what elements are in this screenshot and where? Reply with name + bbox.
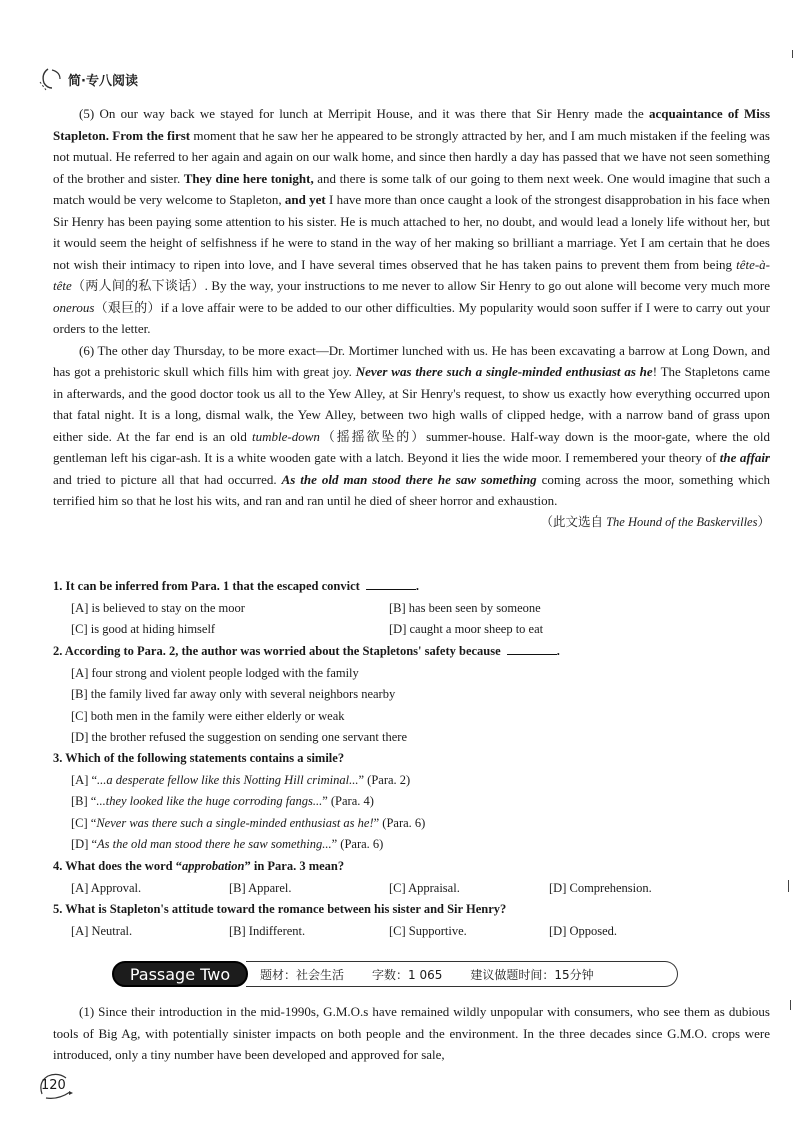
question-2: 2. According to Para. 2, the author was worried about the Stapletons' safety because . [A] four strong and violent people lodged with the family [B] the family lived far away only with several neighbors nearby [C] both men in the family were either elderly or weak [D] the brother refused the suggestion on sending one servant there <box>53 641 770 749</box>
question-stem: 1. It can be inferred from Para. 1 that the escaped convict <box>53 579 360 593</box>
option-d: [D] “As the old man stood there he saw something...” (Para. 6) <box>71 837 384 851</box>
page-header <box>38 64 138 94</box>
answer-blank <box>366 577 416 590</box>
scan-mark <box>788 880 789 892</box>
topic-label: 题材：社会生活 <box>260 967 345 982</box>
passage-one <box>53 103 770 533</box>
option-a: [A] is believed to stay on the moor <box>71 600 245 615</box>
question-1: 1. It can be inferred from Para. 1 that the escaped convict . [A] is believed to stay on the moor [B] has been seen by someone [C] is good at hiding himself [D] caught a moor sheep to eat <box>53 576 770 641</box>
option-a: [A] Neutral. <box>71 923 133 938</box>
option-b: [B] the family lived far away only with several neighbors nearby <box>71 687 396 701</box>
page-number: 120 <box>36 1072 74 1100</box>
source-citation: （此文选自 The Hound of the Baskervilles） <box>540 514 770 529</box>
question-stem: 5. What is Stapleton's attitude toward the romance between his sister and Sir Henry? <box>53 902 507 916</box>
option-d: [D] the brother refused the suggestion on sending one servant there <box>71 730 408 744</box>
option-d: [D] Comprehension. <box>549 880 652 895</box>
header-title: 简·专八阅读 <box>68 73 138 89</box>
passage-info <box>246 961 678 987</box>
option-d: [D] Opposed. <box>549 923 618 938</box>
option-d: [D] caught a moor sheep to eat <box>389 622 544 636</box>
paragraph-5: (5) On our way back we stayed for lunch at Merripit House, and it was there that Sir Henry made the acquaintance of Miss Stapleton. From the first moment that he saw her he appeared to be strongly attracted by her, and I am much mistaken if the feeling was not mutual. He referred to her again and again on our walk home, and since then hardly a day has passed that we have not seen something of the brother and sister. They dine here tonight, and there is some talk of our going to them next week. One would imagine that such a match would be very welcome to Stapleton, and yet I have more than once caught a look of the strongest disapprobation in his face when Sir Henry has been paying some attention to his sister. He is much attached to her, no doubt, and would lead a lonely life without her, but it would seem the height of selfishness if he were to stand in the way of her making so brilliant a marriage. Yet I am certain that he does not wish their intimacy to ripen into love, and I have several times observed that he has taken pains to prevent them from being tête-à-tête（两人间的私下谈话）. By the way, your instructions to me never to allow Sir Henry to go out alone will become very much more onerous（艰巨的）if a love affair were to be added to our other difficulties. My popularity would soon suffer if I were to carry out your orders to the letter. <box>53 106 771 336</box>
option-b: [B] “...they looked like the huge corroding fangs...” (Para. 4) <box>71 794 374 808</box>
option-a: [A] four strong and violent people lodged with the family <box>71 665 359 680</box>
option-a: [A] Approval. <box>71 880 142 895</box>
option-c: [C] “Never was there such a single-minded enthusiast as he!” (Para. 6) <box>71 815 426 830</box>
scan-mark <box>792 50 793 58</box>
question-4 <box>53 856 770 899</box>
option-c: [C] Appraisal. <box>389 880 460 895</box>
option-c: [C] Supportive. <box>389 923 467 938</box>
question-3 <box>53 748 770 856</box>
passage-label: Passage Two <box>112 961 248 987</box>
option-a: [A] “...a desperate fellow like this Notting Hill criminal...” (Para. 2) <box>71 772 411 787</box>
question-5 <box>53 899 770 942</box>
option-c: [C] both men in the family were either elderly or weak <box>71 708 345 723</box>
passage-two <box>53 1001 770 1066</box>
suggested-time: 建议做题时间：15分钟 <box>470 967 594 982</box>
paragraph-6: (6) The other day Thursday, to be more exact—Dr. Mortimer lunched with us. He has been excavating a barrow at Long Down, and has got a prehistoric skull which fills him with great joy. Never was there such a single-minded enthusiast as he! The Stapletons came in afterwards, and the good doctor took us all to the Yew Alley, at Sir Henry's request, to show us exactly how everything occurred upon that fatal night. It is a long, dismal walk, the Yew Alley, between two high walls of clipped hedge, with a narrow band of grass upon either side. At the far end is an old tumble-down（摇摇欲坠的）summer-house. Half-way down is the moor-gate, where the old gentleman left his cigar-ash. It is a white wooden gate with a latch. Beyond it lies the wide moor. I remembered your theory of the affair and tried to picture all that had occurred. As the old man stood there he saw something coming across the moor, something which terrified him so that he lost his wits, and ran and ran until he died of sheer horror and exhaustion. <box>53 342 770 508</box>
question-stem: 4. What does the word “approbation” in Para. 3 mean? <box>53 859 345 873</box>
question-stem: 2. According to Para. 2, the author was worried about the Stapletons' safety because <box>53 644 501 658</box>
answer-blank <box>507 642 557 655</box>
scan-mark <box>790 1000 791 1010</box>
option-b: [B] Indifferent. <box>229 923 306 938</box>
option-c: [C] is good at hiding himself <box>71 622 216 636</box>
passage-two-banner <box>112 959 678 989</box>
book-logo-icon <box>38 66 66 92</box>
question-stem: 3. Which of the following statements contains a simile? <box>53 751 345 765</box>
paragraph-1: (1) Since their introduction in the mid-1990s, G.M.O.s have remained wildly unpopular with consumers, who see them as dubious tools of Big Ag, with potentially sinister impacts on both people and the environment. In the three decades since G.M.O. crops were introduced, only a tiny number have been developed and approved for sale, <box>53 1004 770 1062</box>
option-b: [B] Apparel. <box>229 880 292 895</box>
word-count: 字数：1 065 <box>372 967 443 982</box>
option-b: [B] has been seen by someone <box>389 600 541 615</box>
